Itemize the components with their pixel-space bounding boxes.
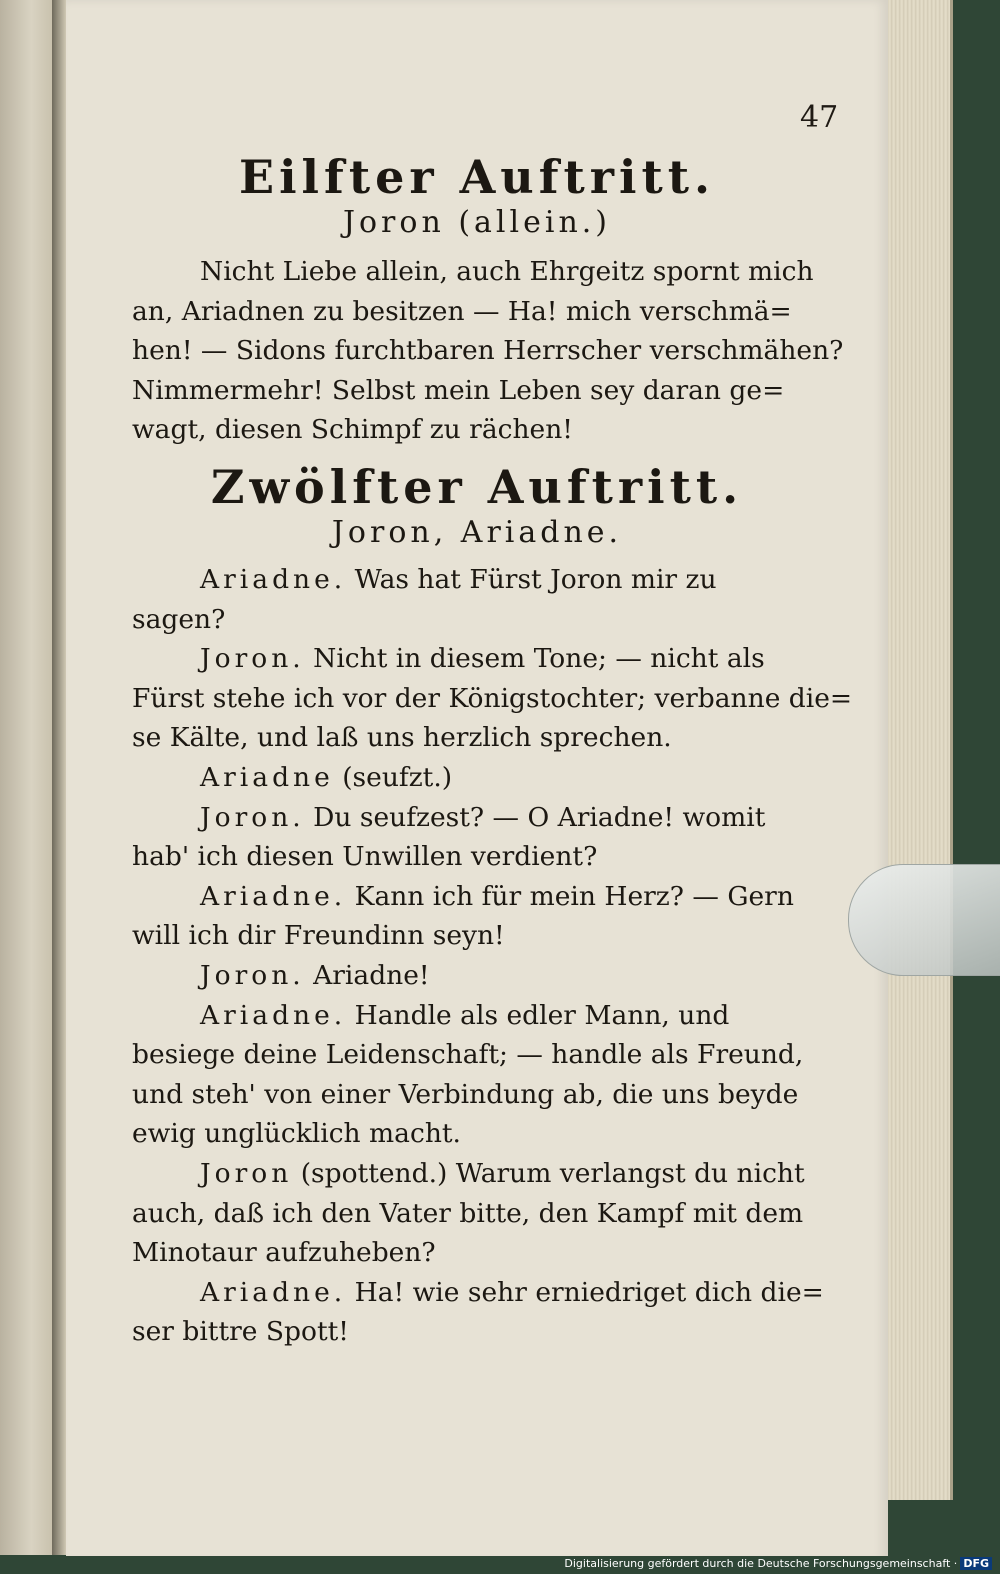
facing-page-edge <box>0 0 54 1555</box>
dialog-text: besiege deine Leidenschaft; — handle als Freund, <box>132 1039 804 1071</box>
speaker-name: Joron. <box>200 959 305 991</box>
scene-persons-eleven: Joron (allein.) <box>342 205 612 240</box>
text-line: hen! — Sidons furchtbaren Herrscher verschmähen? <box>132 335 844 367</box>
dialog-text: ser bittre Spott! <box>132 1316 349 1348</box>
scene-twelve-text <box>132 560 853 1352</box>
dialog-text: und steh' von einer Verbindung ab, die uns beyde <box>132 1078 799 1110</box>
book-page <box>66 0 888 1562</box>
dialog-line <box>132 837 848 877</box>
text-line: wagt, diesen Schimpf zu rächen! <box>132 414 573 446</box>
dialog-line <box>132 1075 848 1115</box>
dialog-line <box>132 600 848 640</box>
dialog-line <box>132 1035 848 1075</box>
speaker-name: Ariadne. <box>200 880 347 912</box>
dialog-text: Fürst stehe ich vor der Königstochter; verbanne die= <box>132 682 853 714</box>
dialog-line <box>132 718 848 758</box>
dialog-text: (spottend.) Warum verlangst du nicht <box>292 1157 805 1189</box>
speaker-name: Ariadne. <box>200 999 347 1031</box>
speaker-name: Joron <box>200 1157 293 1189</box>
dialog-text: Minotaur aufzuheben? <box>132 1237 436 1269</box>
speaker-name: Ariadne. <box>200 564 347 595</box>
speaker-name: Ariadne. <box>200 1276 347 1308</box>
dialog-line <box>132 798 848 838</box>
dialog-line <box>132 956 848 996</box>
speaker-name: Ariadne <box>200 761 334 793</box>
dialog-line <box>132 1114 848 1154</box>
dialog-text: Handle als edler Mann, und <box>346 999 730 1031</box>
text-line: an, Ariadnen zu besitzen — Ha! mich verschmä= <box>132 295 792 327</box>
speaker-name: Joron. <box>200 643 305 675</box>
dialog-text: auch, daß ich den Vater bitte, den Kampf mit dem <box>132 1197 804 1229</box>
dialog-text: Was hat Fürst Joron mir zu <box>346 564 717 595</box>
dialog-line <box>132 1312 848 1352</box>
scene-heading-twelve: Zwölfter Auftritt. <box>210 460 744 514</box>
dfg-logo: DFG <box>960 1557 992 1570</box>
dialog-line <box>132 560 848 600</box>
page-block-edges <box>888 0 953 1500</box>
scene-heading-eleven: Eilfter Auftritt. <box>239 150 715 204</box>
scene-persons-twelve: Joron, Ariadne. <box>331 515 623 550</box>
book-gutter <box>52 0 66 1555</box>
dialog-line <box>132 1273 848 1313</box>
dialog-text: will ich dir Freundinn seyn! <box>132 920 505 952</box>
dialog-text: hab' ich diesen Unwillen verdient? <box>132 841 598 873</box>
funding-credit <box>564 1557 992 1570</box>
text-line: Nicht Liebe allein, auch Ehrgeitz spornt mich <box>200 256 814 287</box>
dialog-line <box>132 996 848 1036</box>
dialog-text: Kann ich für mein Herz? — Gern <box>346 880 794 912</box>
text-line: Nimmermehr! Selbst mein Leben sey daran ge= <box>132 374 785 406</box>
dialog-line <box>132 758 848 798</box>
dialog-line <box>132 1194 848 1234</box>
dialog-line <box>132 916 848 956</box>
page-number: 47 <box>800 100 839 135</box>
dialog-text: (seufzt.) <box>333 761 453 793</box>
funding-text: Digitalisierung gefördert durch die Deutsche Forschungsgemeinschaft · <box>564 1557 958 1570</box>
dialog-line <box>132 679 853 719</box>
dialog-text: se Kälte, und laß uns herzlich sprechen. <box>132 722 672 754</box>
dialog-text: Du seufzest? — O Ariadne! womit <box>304 801 766 833</box>
dialog-text: ewig unglücklich macht. <box>132 1118 461 1150</box>
dialog-line <box>132 639 848 679</box>
dialog-text: Nicht in diesem Tone; — nicht als <box>304 643 765 675</box>
page-holder-clip <box>848 864 1000 976</box>
dialog-line <box>132 877 848 917</box>
scene-eleven-text <box>132 252 848 450</box>
dialog-line <box>132 1154 848 1194</box>
dialog-text: Ariadne! <box>304 959 430 991</box>
dialog-text: sagen? <box>132 603 226 635</box>
speaker-name: Joron. <box>200 801 305 833</box>
dialog-line <box>132 1233 848 1273</box>
dialog-text: Ha! wie sehr erniedriget dich die= <box>346 1276 824 1308</box>
